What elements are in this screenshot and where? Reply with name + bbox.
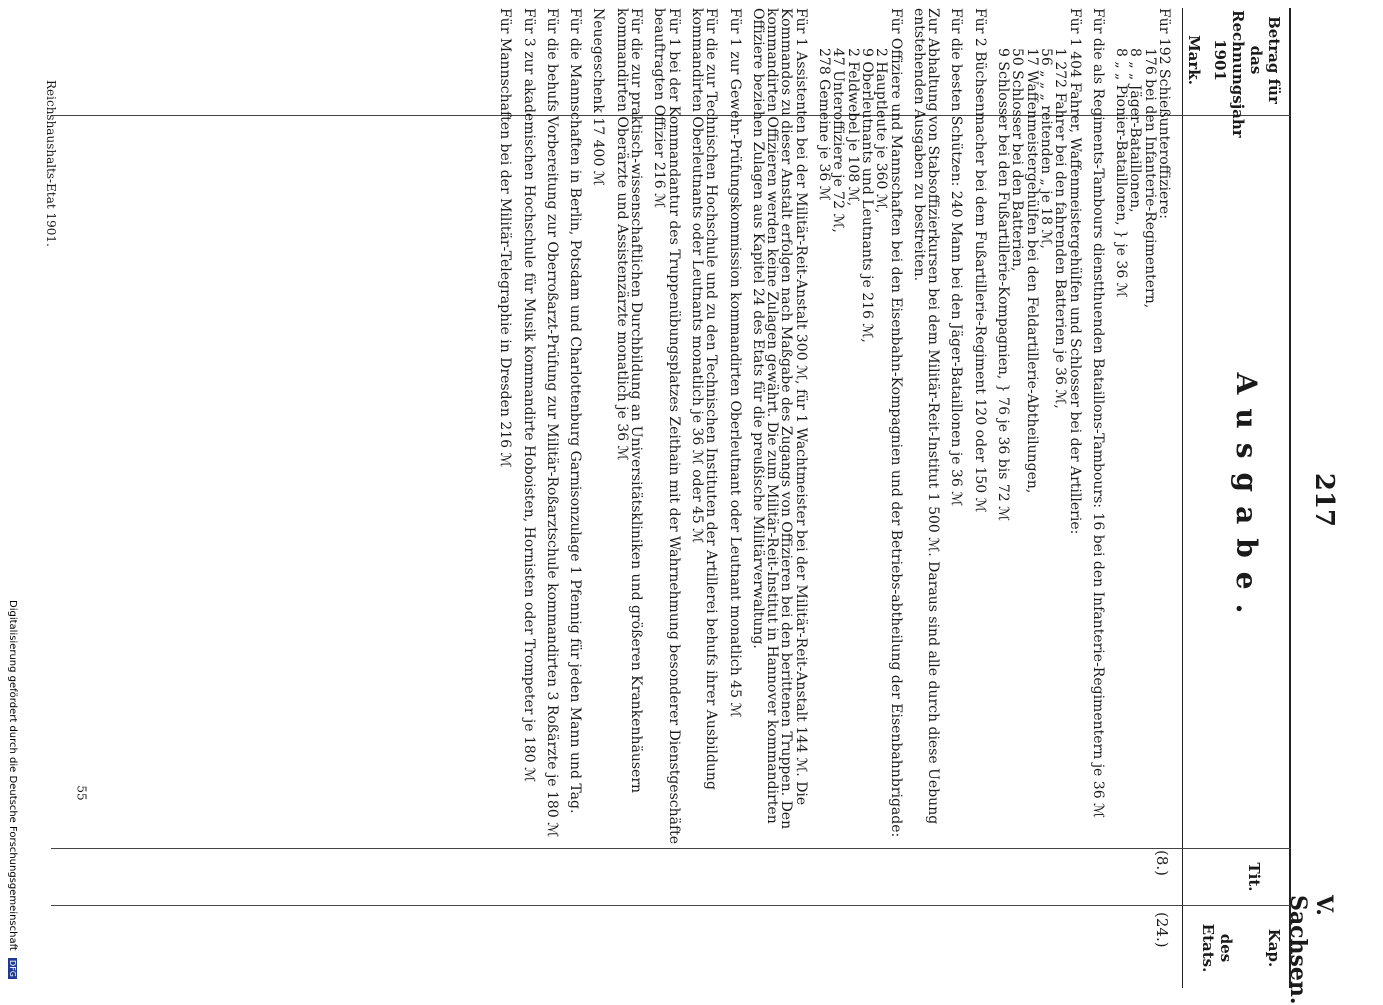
entry-heading: Für Offiziere und Mannschaften bei den Eisenbahn-Kompagnien und der Betriebs-abtheilung der Eisenbahnbrigade:	[887, 8, 904, 838]
entry-sub-line: 1 272 Fahrer bei den fahrenden Batterien je 36 ℳ,	[1052, 48, 1069, 409]
entries-list	[489, 8, 1171, 846]
kap-reference: (24.)	[1153, 912, 1171, 948]
entry-heading: Für die besten Schützen: 240 Mann bei den Jäger-Bataillonen je 36 ℳ	[948, 8, 965, 507]
entry-heading: Für 2 Büchsenmacher bei dem Fußartillerie-Regiment 120 oder 150 ℳ	[971, 8, 988, 513]
entry-item	[727, 8, 741, 846]
entry-item	[545, 8, 559, 846]
entry-item	[912, 8, 941, 846]
entry-item	[498, 8, 512, 846]
entry-sub-line: 9 Schlosser bei den Fußartillerie-Kompagnien, } 76 je 36 bis 72 ℳ	[995, 48, 1012, 522]
entry-item	[568, 8, 582, 846]
entry-item	[1091, 8, 1105, 846]
entry-heading: Für 3 zur akademischen Hochschule für Musik kommandirte Hoboisten, Hornisten oder Trompeter je 180 ℳ	[520, 8, 537, 783]
entry-sub-line: 9 Oberleutnants und Leutnants je 216 ℳ,	[858, 48, 875, 343]
entry-sub-line: 17 Waffenmeistergehülfen bei den Feldartillerie-Abtheilungen,	[1023, 48, 1040, 494]
entry-sub-line: 176 bei den Infanterie-Regimentern,	[1141, 48, 1158, 309]
section-title: V. Sachsen.	[1285, 895, 1337, 1005]
column-divider-kap	[51, 905, 1291, 906]
entry-sub-line: 8 „ „ Jäger-Bataillonen,	[1127, 48, 1144, 213]
tit-header: Tit.	[1245, 862, 1263, 892]
entry-sub-line: 8 „ „ Pionier-Bataillonen, } je 36 ℳ	[1113, 48, 1130, 298]
entry-heading: Für 1 zur Gewehr-Prüfungskommission kommandirten Oberleutnant oder Leutnant monatlich 45 ℳ	[726, 8, 743, 718]
kap-label: Kap.	[1265, 928, 1283, 968]
entry-item	[591, 8, 605, 846]
entry-heading: Für die behufs Vorbereitung zur Oberroßarzt-Prüfung zur Militär-Roßarztschule kommandirten 3 Roßärzte je 180 ℳ	[543, 8, 560, 838]
entry-item	[652, 8, 681, 846]
funding-text-wrap	[7, 600, 18, 1000]
entry-item	[972, 8, 986, 846]
column-header-rule	[1182, 8, 1183, 988]
entry-heading: Für Mannschaften bei der Militär-Telegraphie in Dresden 216 ℳ	[497, 8, 514, 468]
entry-heading: Neuegeschenk 17 400 ℳ	[590, 8, 607, 186]
entry-item	[615, 8, 644, 846]
kap-header	[1199, 908, 1283, 988]
footer-page-number: 55	[74, 785, 89, 801]
dfg-logo: DFG	[8, 960, 17, 977]
entry-item	[1114, 8, 1171, 846]
entry-heading: Für 192 Schießunteroffiziere:	[1156, 8, 1172, 219]
entry-item	[751, 8, 808, 846]
entry-heading: Zur Abhaltung von Stabsoffizierkursen bei dem Militär-Reit-Institut 1 500 ℳ. Daraus sind alle durch diese Uebung entstehenden Ausgaben zu bestreiten.	[910, 8, 942, 825]
entry-sub-line: 56 „ „ „ reitenden „ je 18 ℳ,	[1037, 48, 1054, 249]
entry-item	[690, 8, 719, 846]
entry-heading: Für 1 bei der Kommandantur des Truppenübungsplatzes Zeithain mit der Wahrnehmung besonderer Dienstgeschäfte beauftragten Offizier 216 ℳ	[651, 8, 682, 845]
entry-sub-line: 278 Gemeine je 36 ℳ	[816, 48, 833, 201]
funding-note: Digitalisierung gefördert durch die Deutsche Forschungsgemeinschaft	[7, 600, 18, 951]
entry-item	[949, 8, 963, 846]
entry-item	[996, 8, 1082, 846]
column-divider-left	[51, 848, 1291, 849]
header-rule	[1289, 8, 1291, 988]
entry-sub-line: 2 Hauptleute je 360 ℳ,	[873, 48, 890, 214]
chapter-title: Ausgabe.	[1230, 372, 1263, 628]
side-label-area	[44, 80, 78, 980]
page-number: 217	[1309, 472, 1339, 528]
reference-numbers	[1153, 850, 1171, 948]
entry-item	[817, 8, 903, 846]
entry-heading: Für die zur Technischen Hochschule und zu den Technischen Instituten der Artillerei behufs ihrer Ausbildung kommandirten Oberleutnants oder Leutnants monatlich je 36 ℳ oder 45 ℳ	[688, 8, 720, 790]
entry-sub-line: 2 Feldwebel je 108 ℳ,	[844, 48, 861, 207]
entry-heading: Für 1 404 Fahrer, Waffenmeistergehülfen und Schlosser bei der Artillerie:	[1066, 8, 1083, 535]
betrag-label: Betrag für das Rechnungsjahr 1901	[1211, 10, 1283, 138]
betrag-header	[1185, 10, 1283, 138]
entry-sub-line: 50 Schlosser bei den Batterien,	[1009, 48, 1026, 272]
side-label: Reichshaushalts-Etat 1901.	[44, 80, 58, 247]
funding-strip	[4, 600, 18, 995]
des-etats-label: des Etats.	[1199, 923, 1235, 973]
entry-heading: Für 1 Assistenten bei der Militär-Reit-Anstalt 300 ℳ, für 1 Wachtmeister bei der Militär-Reit-Anstalt 144 ℳ. Die Kommandos zu dieser Anstalt erfolgen nach Maßgabe des Zugangs von Offizieren bei den berittenen Truppen. Den kommandirten Offizieren werden keine Zulagen gewährt. Die zum Militär-Reit-Institut in Hannover kommandirten Offiziere beziehen Zulagen aus Kapitel 24 des Etats für die preußische Militärverwaltung.	[749, 8, 809, 830]
entry-heading: Für die als Regiments-Tambours dienstthuenden Bataillons-Tambours: 16 bei den Infanterie-Regimentern je 36 ℳ	[1089, 8, 1106, 819]
entry-heading: Für die Mannschaften in Berlin, Potsdam und Charlottenburg Garnisonzulage 1 Pfennig für jeden Mann und Tag.	[567, 8, 584, 814]
tit-reference: (8.)	[1153, 850, 1171, 877]
entry-sub-line: 47 Unteroffiziere je 72 ℳ,	[830, 48, 847, 233]
entry-item	[521, 8, 535, 846]
entry-heading: Für die zur praktisch-wissenschaftlichen Durchbildung an Universitätskliniken und größeren Krankenhäusern kommandirten Oberärzte und Assistenzärzte monatlich je 36 ℳ	[613, 8, 645, 794]
mark-label: Mark.	[1185, 35, 1203, 85]
